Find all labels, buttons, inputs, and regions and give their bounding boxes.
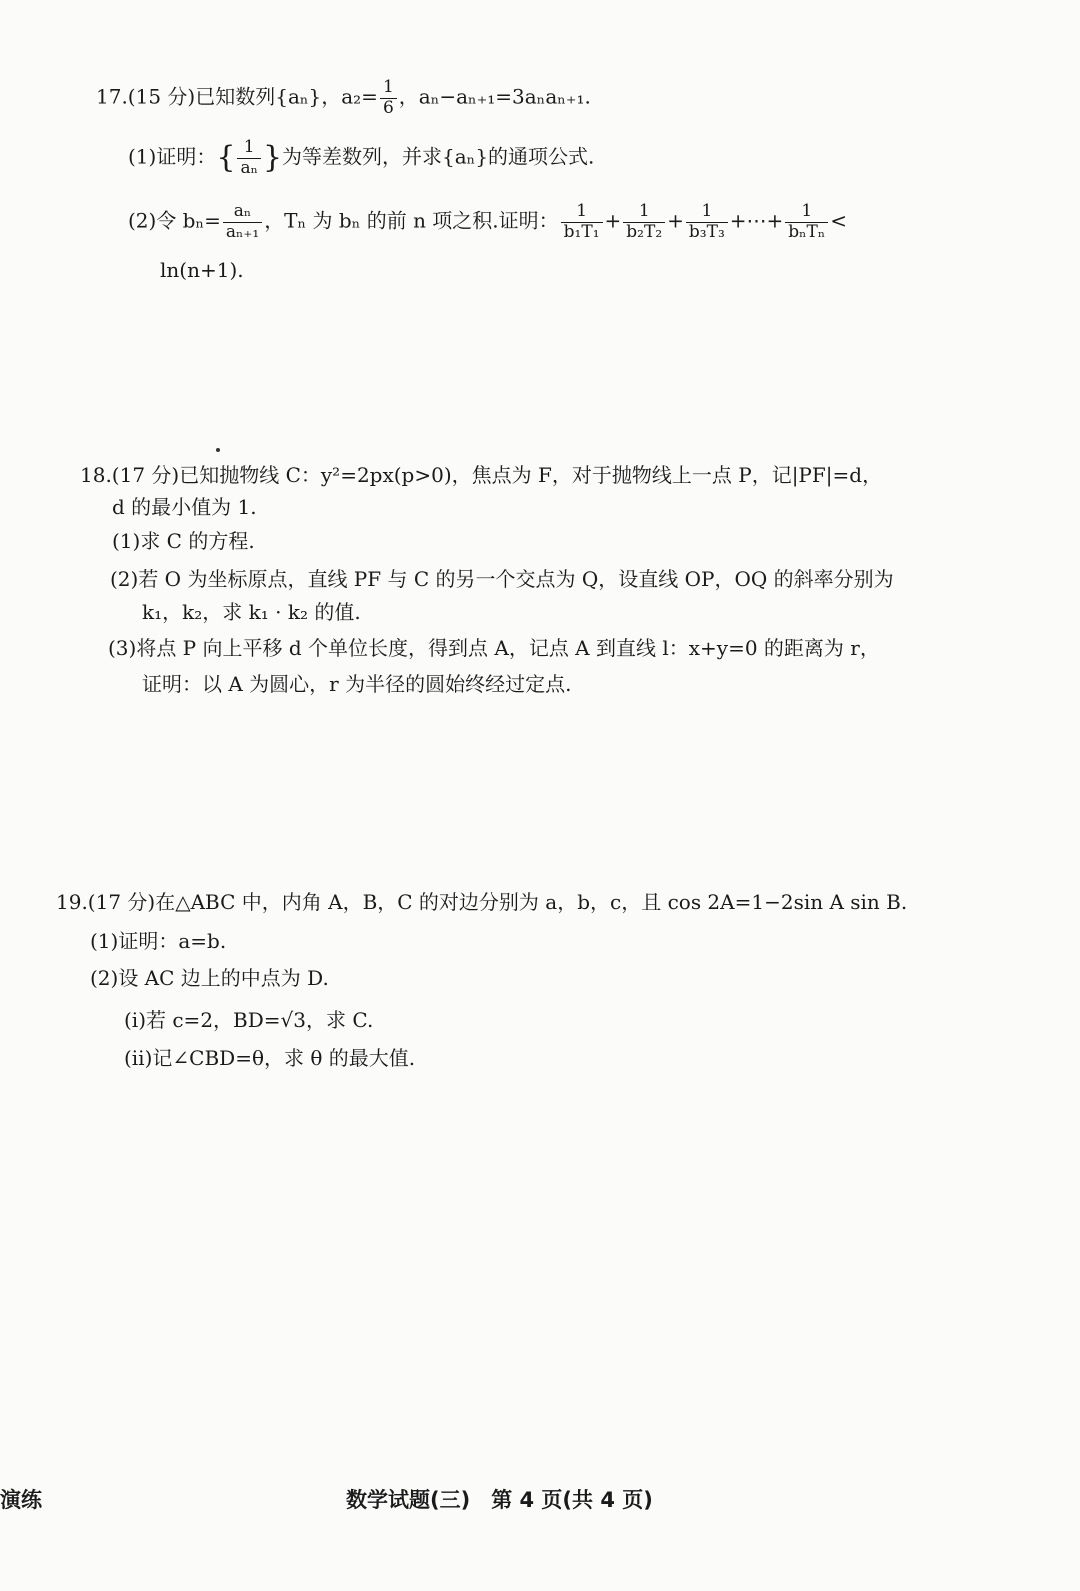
q17-term3-fraction bbox=[686, 202, 728, 242]
q19-part2: (2)设 AC 边上的中点为 D. bbox=[90, 966, 329, 990]
q17-term1-den: b₁T₁ bbox=[563, 221, 600, 242]
q17-less-than: < bbox=[830, 208, 847, 233]
q17-intro-line bbox=[96, 78, 591, 118]
q17-intro: 17.(15 分)已知数列{aₙ}，a₂= bbox=[96, 84, 378, 109]
q17-a2-den: 6 bbox=[382, 97, 394, 118]
q18-part2-line2: k₁，k₂，求 k₁ · k₂ 的值. bbox=[142, 600, 361, 624]
footer-left-label: 演练 bbox=[0, 1488, 42, 1512]
q17-part1-fraction bbox=[237, 138, 261, 178]
q18-part2-line1: (2)若 O 为坐标原点，直线 PF 与 C 的另一个交点为 Q，设直线 OP，OQ 的斜率分别为 bbox=[110, 567, 894, 591]
q17-term2-den: b₂T₂ bbox=[626, 221, 663, 242]
q17-term2-num: 1 bbox=[623, 202, 665, 223]
q17-part1-prefix: (1)证明： bbox=[128, 144, 217, 169]
q17-part2-bn-fraction bbox=[223, 202, 262, 242]
q17-term3-den: b₃T₃ bbox=[688, 221, 725, 242]
q19-part2-i: (ⅰ)若 c=2，BD=√3，求 C. bbox=[124, 1008, 374, 1032]
q17-part2-middle: ，Tₙ 为 bₙ 的前 n 项之积.证明： bbox=[264, 208, 559, 233]
q17-part1-line bbox=[128, 138, 594, 178]
q17-part2-prefix: (2)令 bₙ= bbox=[128, 208, 221, 233]
q17-term1-fraction bbox=[561, 202, 603, 242]
q17-term1-num: 1 bbox=[561, 202, 603, 223]
q19-part1: (1)证明：a=b. bbox=[90, 929, 227, 953]
q18-part3-line2: 证明：以 A 为圆心，r 为半径的圆始终经过定点. bbox=[142, 672, 572, 696]
q17-ellipsis: +⋯+ bbox=[729, 208, 784, 233]
q17-part1-suffix: 为等差数列，并求{aₙ}的通项公式. bbox=[282, 144, 595, 169]
q17-termn-num: 1 bbox=[785, 202, 828, 223]
right-brace: } bbox=[262, 140, 283, 176]
q17-part2-line: (2)令 bₙ= $\frac{\text{aₙ}}{\text{aₙ₊₁}}$ ，Tₙ 为 bₙ 的前 n 项之积.证明： $\frac{1}{\text{b₁T₁}}$ + $\frac{1}{\text{b₂T₂}}$ + $\frac{1}{\text{b₃T₃}}$ +⋯+ $\frac{1}{\text{bₙTₙ}}$ < bbox=[128, 201, 847, 242]
q17-part2-bn-den: aₙ₊₁ bbox=[225, 221, 260, 242]
q18-line2: d 的最小值为 1. bbox=[112, 495, 257, 519]
left-brace: { bbox=[216, 140, 236, 176]
q17-part1-frac-num: 1 bbox=[237, 138, 261, 159]
q17-termn-fraction bbox=[785, 202, 828, 242]
q18-line1: 18.(17 分)已知抛物线 C：y²=2px(p>0)，焦点为 F，对于抛物线上一点 P，记|PF|=d， bbox=[80, 463, 883, 487]
stray-dot bbox=[216, 448, 220, 452]
q18-part1: (1)求 C 的方程. bbox=[112, 529, 255, 553]
q17-part1-frac-den: aₙ bbox=[240, 157, 258, 178]
q17-part2-end: ln(n+1). bbox=[160, 258, 244, 282]
q17-termn-den: bₙTₙ bbox=[788, 221, 826, 242]
q19-line1: 19.(17 分)在△ABC 中，内角 A，B，C 的对边分别为 a，b，c，且 cos 2A=1−2sin A sin B. bbox=[56, 890, 908, 914]
q17-part2-bn-num: aₙ bbox=[223, 202, 262, 223]
q17-term3-num: 1 bbox=[686, 202, 728, 223]
q17-intro-tail: ，aₙ−aₙ₊₁=3aₙaₙ₊₁. bbox=[398, 84, 591, 109]
q17-a2-fraction bbox=[380, 78, 397, 118]
footer-page-info: 数学试题(三) 第 4 页(共 4 页) bbox=[346, 1488, 653, 1512]
q19-part2-ii: (ⅱ)记∠CBD=θ，求 θ 的最大值. bbox=[124, 1046, 416, 1070]
q17-a2-num: 1 bbox=[380, 78, 397, 99]
q18-part3-line1: (3)将点 P 向上平移 d 个单位长度，得到点 A，记点 A 到直线 l：x+y=0 的距离为 r， bbox=[108, 636, 880, 660]
q17-term2-fraction bbox=[623, 202, 665, 242]
